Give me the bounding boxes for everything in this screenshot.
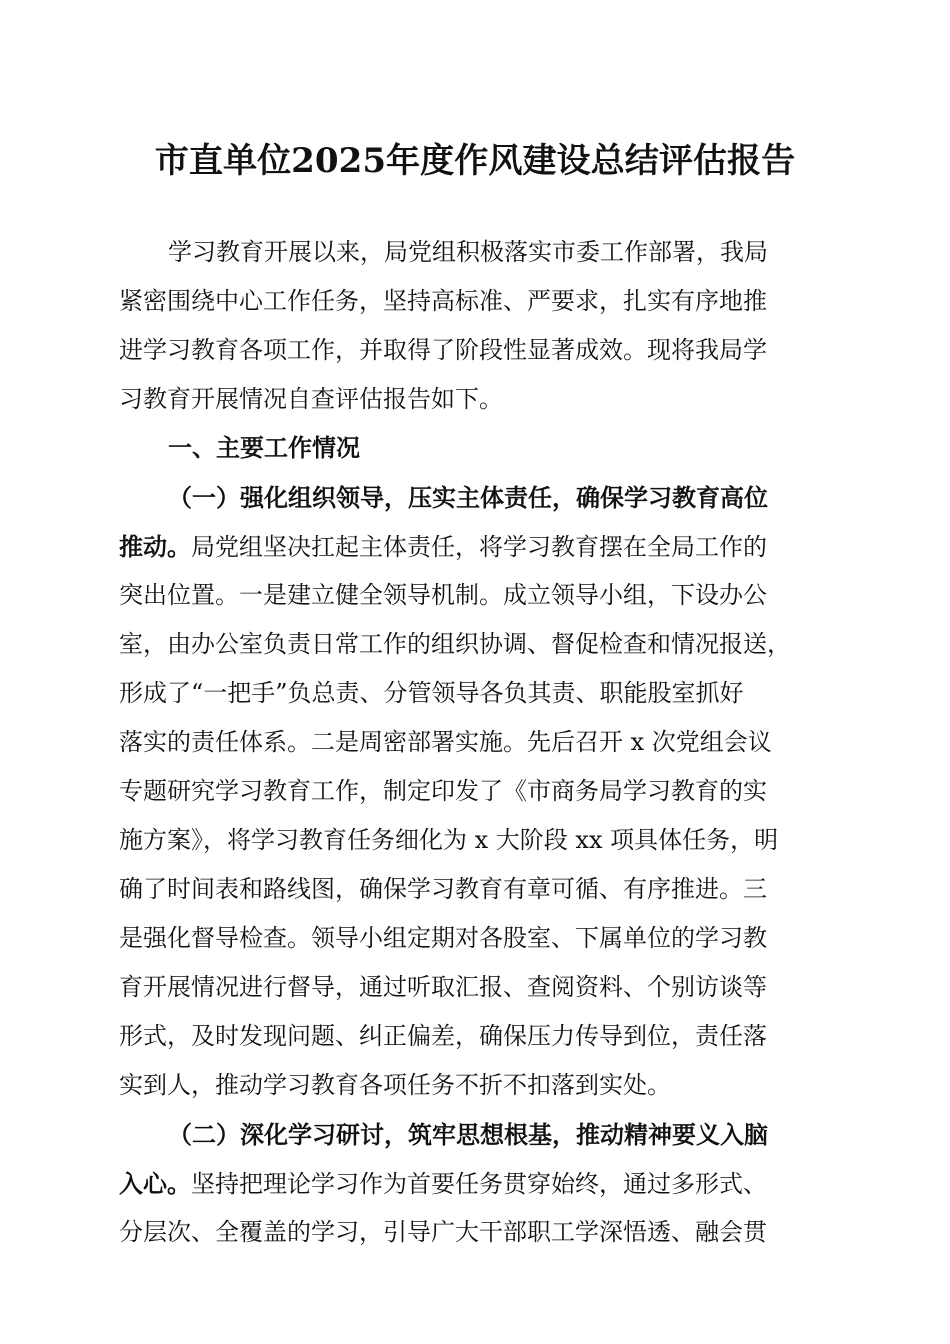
- paragraph-line: 形式，及时发现问题、纠正偏差，确保压力传导到位，责任落: [119, 1022, 767, 1050]
- subsection-heading: （二）深化学习研讨，筑牢思想根基，推动精神要义入脑: [168, 1120, 768, 1149]
- paragraph-line: 确了时间表和路线图，确保学习教育有章可循、有序推进。三: [119, 875, 767, 903]
- paragraph-line: 室，由办公室负责日常工作的组织协调、督促检查和情况报送，: [119, 630, 791, 658]
- subsection-heading: （一）强化组织领导，压实主体责任，确保学习教育高位: [168, 483, 768, 512]
- paragraph-line: 落实的责任体系。二是周密部署实施。先后召开 x 次党组会议: [119, 728, 772, 756]
- subsection-heading-tail: 推动。: [119, 532, 191, 561]
- paragraph-line: 进学习教育各项工作，并取得了阶段性显著成效。现将我局学: [119, 336, 767, 364]
- paragraph-line: 习教育开展情况自查评估报告如下。: [119, 385, 503, 413]
- paragraph-line: 是强化督导检查。领导小组定期对各股室、下属单位的学习教: [119, 924, 767, 952]
- paragraph-line: 实到人，推动学习教育各项任务不折不扣落到实处。: [119, 1071, 671, 1099]
- document-title: 市直单位2025年度作风建设总结评估报告: [154, 141, 796, 181]
- subsection-heading-tail: 入心。: [119, 1169, 191, 1198]
- section-heading: 一、主要工作情况: [168, 434, 360, 462]
- paragraph-line: 专题研究学习教育工作，制定印发了《市商务局学习教育的实: [119, 777, 767, 805]
- document-body: [119, 228, 831, 1257]
- paragraph-line: 突出位置。一是建立健全领导机制。成立领导小组，下设办公: [119, 581, 767, 609]
- paragraph-line: [119, 522, 831, 571]
- paragraph-text: 局党组坚决扛起主体责任，将学习教育摆在全局工作的: [191, 533, 767, 561]
- paragraph-line: [119, 1159, 831, 1208]
- paragraph-line: 分层次、全覆盖的学习，引导广大干部职工学深悟透、融会贯: [119, 1218, 767, 1246]
- paragraph-line: 育开展情况进行督导，通过听取汇报、查阅资料、个别访谈等: [119, 973, 767, 1001]
- paragraph-line: 施方案》，将学习教育任务细化为 x 大阶段 xx 项具体任务，明: [119, 826, 779, 854]
- paragraph-text: 坚持把理论学习作为首要任务贯穿始终，通过多形式、: [191, 1170, 767, 1198]
- paragraph-line: 学习教育开展以来，局党组积极落实市委工作部署，我局: [168, 238, 768, 266]
- paragraph-line: 紧密围绕中心工作任务，坚持高标准、严要求，扎实有序地推: [119, 287, 767, 315]
- paragraph-line: 形成了“一把手”负总责、分管领导各负其责、职能股室抓好: [119, 679, 744, 707]
